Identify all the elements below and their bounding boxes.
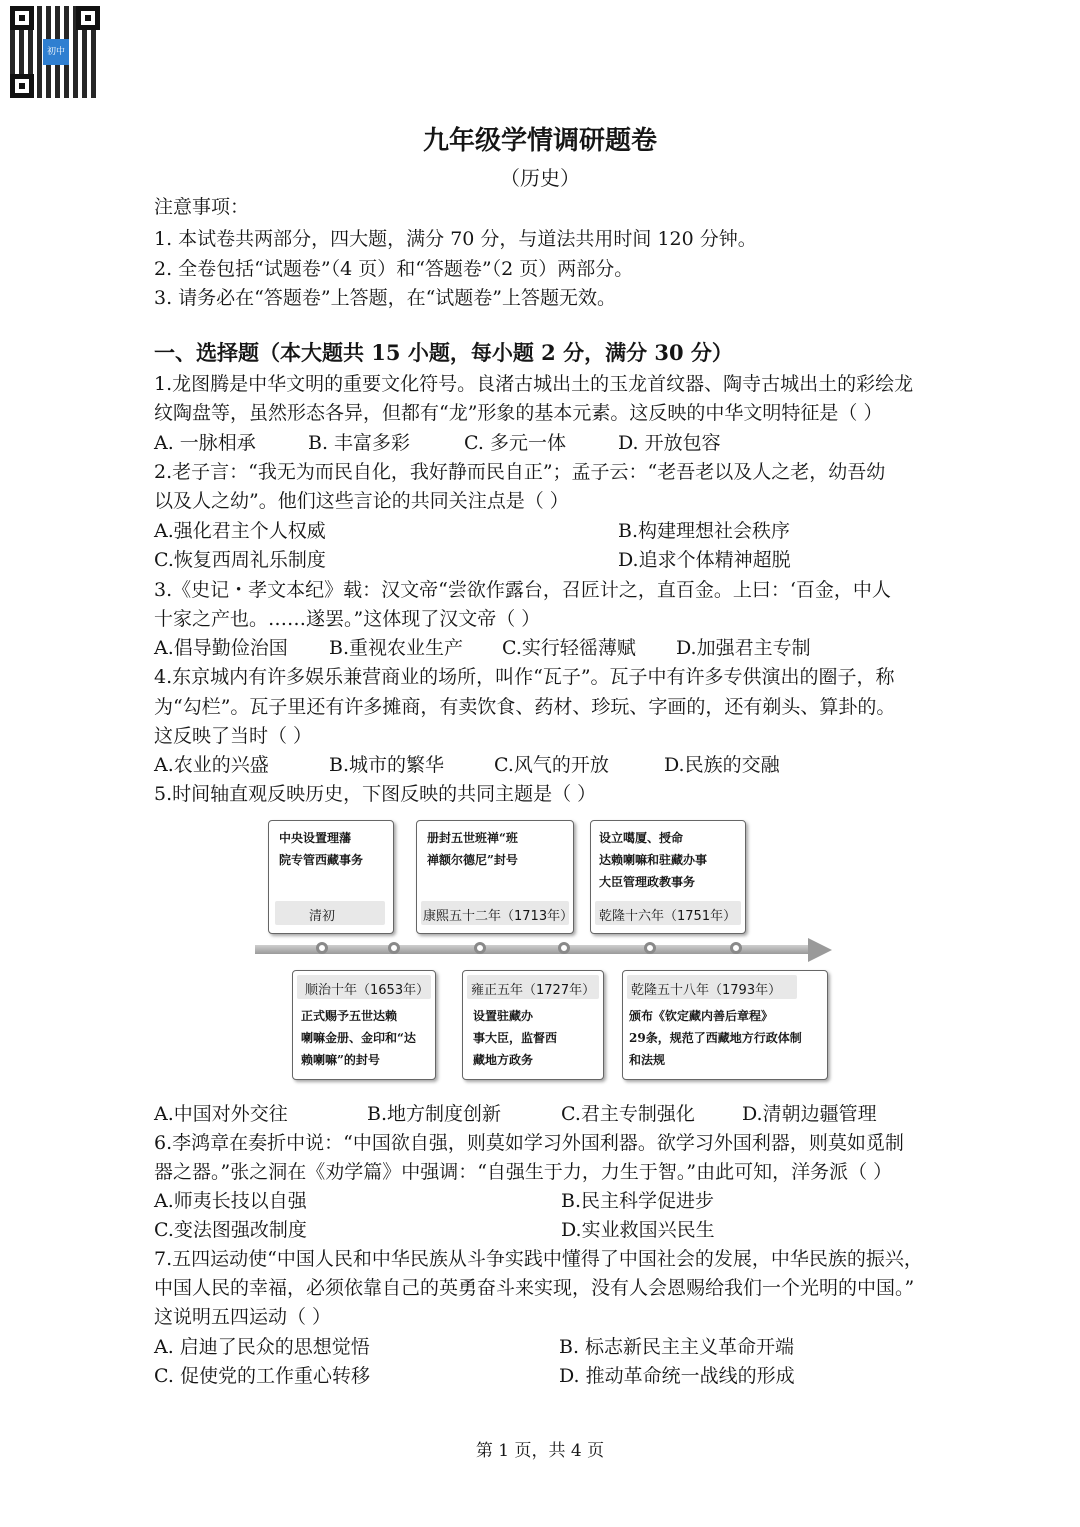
timeline-event-text: 正式赐予五世达赖 喇嘛金册、金印和“达 赖喇嘛”的封号: [301, 1009, 416, 1067]
page-title: 九年级学情调研题卷: [422, 126, 657, 156]
timeline-node: [730, 942, 742, 954]
timeline-date: 康熙五十二年（1713年）: [423, 909, 574, 924]
timeline-event-box: [416, 820, 574, 934]
page-number: 第 1 页，共 4 页: [475, 1441, 605, 1461]
question-4-option-a: A.农业的兴盛: [154, 754, 269, 776]
question-3-option-d: D.加强君主专制: [676, 637, 811, 659]
notice-item: 3. 请务必在“答题卷”上答题，在“试题卷”上答题无效。: [154, 287, 617, 309]
timeline-event-box: [622, 970, 828, 1080]
question-5-option-b: B.地方制度创新: [367, 1103, 502, 1125]
timeline-node: [316, 942, 328, 954]
timeline-event-text: 设立噶厦、授命 达赖喇嘛和驻藏办事 大臣管理政教事务: [599, 831, 708, 889]
question-6-option-a: A.师夷长技以自强: [154, 1190, 307, 1212]
notice-item: 1. 本试卷共两部分，四大题，满分 70 分，与道法共用时间 120 分钟。: [154, 228, 757, 250]
timeline-date: 清初: [309, 909, 336, 924]
question-3-option-b: B.重视农业生产: [329, 637, 464, 659]
question-7-line: 7.五四运动使“中国人民和中华民族从斗争实践中懂得了中国社会的发展，中华民族的振兴，: [154, 1248, 923, 1270]
question-6-option-c: C.变法图强改制度: [154, 1219, 307, 1241]
qr-code: [10, 6, 100, 98]
timeline-event-text: 颁布《钦定藏内善后章程》 29条，规范了西藏地方行政体制 和法规: [629, 1009, 802, 1067]
question-2-option-c: C.恢复西周礼乐制度: [154, 549, 326, 571]
question-6-option-b: B.民主科学促进步: [561, 1190, 715, 1212]
timeline-event-box: [292, 970, 436, 1080]
question-1-option-d: D. 开放包容: [618, 432, 721, 454]
timeline-event-text: 册封五世班禅“班 禅额尔德尼”封号: [427, 831, 518, 867]
question-4-line: 为“勾栏”。瓦子里还有许多摊商，有卖饮食、药材、珍玩、字画的，还有剃头、算卦的。: [154, 696, 896, 718]
timeline-node: [558, 942, 570, 954]
question-1-option-b: B. 丰富多彩: [308, 432, 411, 454]
question-3-option-a: A.倡导勤俭治国: [154, 637, 288, 659]
question-1-line: 1.龙图腾是中华文明的重要文化符号。良渚古城出土的玉龙首纹器、陶寺古城出土的彩绘龙: [154, 373, 914, 395]
timeline-date: 雍正五年（1727年）: [471, 983, 596, 998]
question-4-line: 这反映了当时（ ）: [154, 725, 313, 747]
timeline-date: 乾隆十六年（1751年）: [599, 909, 737, 924]
timeline-node: [388, 942, 400, 954]
question-7-option-c: C. 促使党的工作重心转移: [154, 1365, 370, 1387]
question-3-line: 十家之产也。……遂罢。”这体现了汉文帝（ ）: [154, 608, 541, 630]
question-7-line: 这说明五四运动（ ）: [154, 1306, 332, 1328]
question-3-line: 3.《史记・孝文本纪》载：汉文帝“尝欲作露台，召匠计之，直百金。上曰：‘百金，中人: [154, 579, 891, 601]
qr-logo: 初中: [43, 39, 69, 65]
question-5-option-c: C.君主专制强化: [561, 1103, 695, 1125]
timeline-node: [474, 942, 486, 954]
qr-finder: [10, 74, 34, 98]
page-subtitle: （历史）: [500, 166, 580, 190]
question-7-option-a: A. 启迪了民众的思想觉悟: [154, 1336, 370, 1358]
timeline-date: 顺治十年（1653年）: [305, 983, 430, 998]
qr-finder: [10, 6, 34, 30]
question-6-line: 6.李鸿章在奏折中说：“中国欲自强，则莫如学习外国利器。欲学习外国利器，则莫如觅制: [154, 1132, 904, 1154]
timeline-event-text: 设置驻藏办 事大臣，监督西 藏地方政务: [473, 1009, 558, 1067]
question-3-option-c: C.实行轻徭薄赋: [502, 637, 636, 659]
question-2-option-a: A.强化君主个人权威: [154, 520, 326, 542]
question-4-option-d: D.民族的交融: [664, 754, 780, 776]
question-7-option-d: D. 推动革命统一战线的形成: [559, 1365, 795, 1387]
question-4-line: 4.东京城内有许多娱乐兼营商业的场所，叫作“瓦子”。瓦子中有许多专供演出的圈子，称: [154, 666, 895, 688]
section-heading: 一、选择题（本大题共 15 小题，每小题 2 分，满分 30 分）: [154, 340, 733, 365]
question-2-option-b: B.构建理想社会秩序: [618, 520, 791, 542]
timeline-event-box: [590, 820, 746, 934]
question-4-option-c: C.风气的开放: [494, 754, 609, 776]
timeline-axis: [255, 945, 810, 954]
question-6-line: 器之器。”张之洞在《劝学篇》中强调：“自强生于力，力生于智。”由此可知，洋务派（ ）: [154, 1161, 893, 1183]
timeline-node: [644, 942, 656, 954]
question-2-line: 2.老子言：“我无为而民自化，我好静而民自正”；孟子云：“老吾老以及人之老，幼吾幼: [154, 461, 886, 483]
question-1-option-a: A. 一脉相承: [154, 432, 256, 454]
question-4-option-b: B.城市的繁华: [329, 754, 445, 776]
qr-finder: [76, 6, 100, 30]
question-5-line: 5.时间轴直观反映历史，下图反映的共同主题是（ ）: [154, 783, 597, 805]
notice-heading: 注意事项：: [154, 196, 250, 218]
question-7-line: 中国人民的幸福，必须依靠自己的英勇奋斗来实现，没有人会恩赐给我们一个光明的中国。”: [154, 1277, 915, 1299]
timeline-event-box: [268, 820, 394, 934]
question-5-option-d: D.清朝边疆管理: [742, 1103, 877, 1125]
question-2-option-d: D.追求个体精神超脱: [618, 549, 791, 571]
notice-item: 2. 全卷包括“试题卷”（4 页）和“答题卷”（2 页）两部分。: [154, 258, 634, 280]
question-7-option-b: B. 标志新民主主义革命开端: [559, 1336, 795, 1358]
question-5-option-a: A.中国对外交往: [154, 1103, 288, 1125]
timeline-event-box: [462, 970, 604, 1080]
question-2-line: 以及人之幼”。他们这些言论的共同关注点是（ ）: [154, 490, 569, 512]
question-1-line: 纹陶盘等，虽然形态各异，但都有“龙”形象的基本元素。这反映的中华文明特征是（ ）: [154, 402, 883, 424]
timeline-event-text: 中央设置理藩 院专管西藏事务: [279, 831, 364, 867]
timeline-date: 乾隆五十八年（1793年）: [631, 983, 782, 998]
timeline-arrow-icon: [808, 938, 832, 962]
question-1-option-c: C. 多元一体: [464, 432, 566, 454]
question-6-option-d: D.实业救国兴民生: [561, 1219, 715, 1241]
